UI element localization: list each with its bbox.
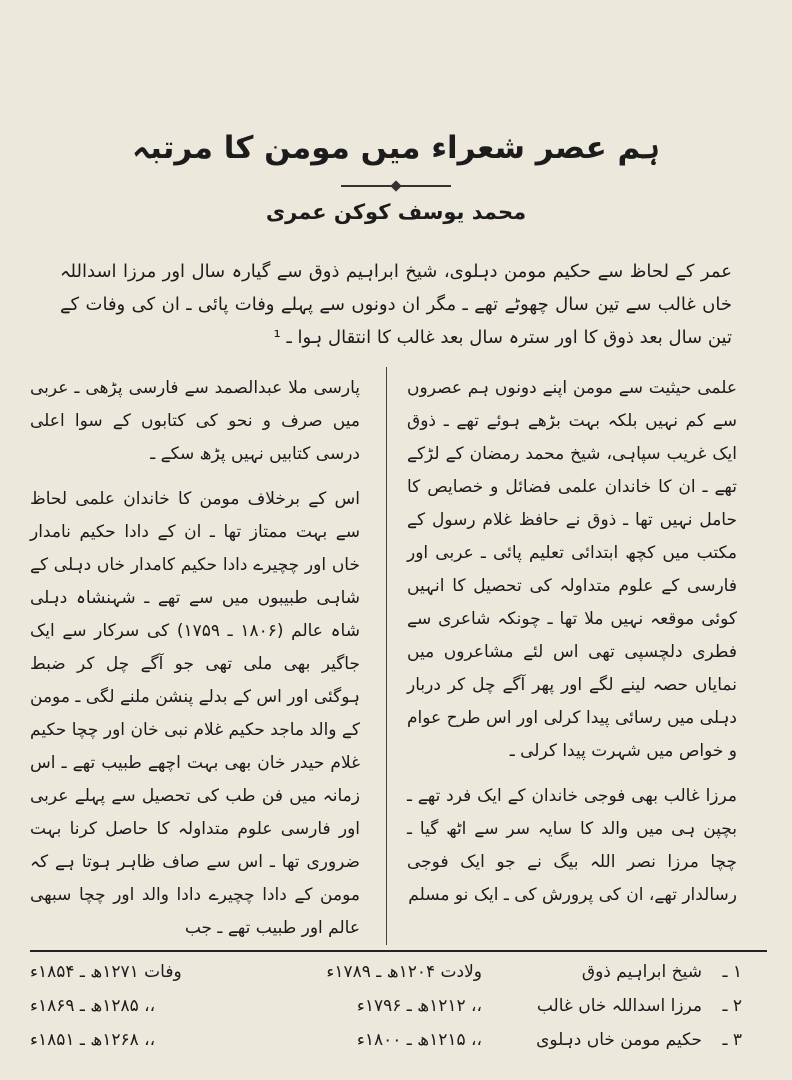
- right-column-paragraph-2: مرزا غالب بھی فوجی خاندان کے ایک فرد تھے ـ بچپن ہی میں والد کا سایہ سر سے اٹھ گیا ـ چچا مرزا نصر اللہ بیگ نے جو ایک فوجی رسالدار تھے، ان کی پرورش کی ـ ایک نو مسلم: [407, 786, 737, 905]
- footnote-number: ۲ ـ: [722, 996, 742, 1016]
- footnote-birth: ،، ۱۲۱۵ھ ـ ۱۸۰۰ء: [356, 1030, 482, 1050]
- column-divider: [386, 367, 387, 945]
- footnote-number: ۳ ـ: [722, 1030, 742, 1050]
- footnote-poet-name: شیخ ابراہیم ذوق: [581, 962, 702, 982]
- footnote-number: ۱ ـ: [722, 962, 742, 982]
- footnote-birth: ،، ۱۲۱۲ھ ـ ۱۷۹۶ء: [356, 996, 482, 1016]
- footnote-death: وفات ۱۲۷۱ھ ـ ۱۸۵۴ء: [30, 962, 182, 982]
- footnote-death: ،، ۱۲۸۵ھ ـ ۱۸۶۹ء: [30, 996, 156, 1016]
- intro-paragraph: [60, 255, 732, 354]
- footnotes: [30, 955, 742, 1057]
- footnote-separator: [30, 950, 767, 952]
- right-column: [407, 372, 737, 924]
- footnote-birth: ولادت ۱۲۰۴ھ ـ ۱۷۸۹ء: [326, 962, 482, 982]
- title-ornament-divider: [341, 185, 451, 187]
- right-column-paragraph-1: علمی حیثیت سے مومن اپنے دونوں ہم عصروں سے کم نہیں بلکہ بہت بڑھے ہوئے تھے ـ ذوق ایک غریب سپاہی، شیخ محمد رمضان کے لڑکے تھے ـ ان کا خاندان علمی فضائل و خصایص کا حامل نہیں تھا ـ ذوق نے حافظ غلام رسول کے مکتب میں کچھ ابتدائی تعلیم پائی ـ عربی اور فارسی کے علوم متداولہ کی تحصیل کا انہیں کوئی موقعہ نہیں ملا تھا ـ چونکہ شاعری سے فطری دلچسپی تھی اس لئے مشاعروں میں نمایاں حصہ لینے لگے اور پھر آگے چل کر دربار دہلی میں رسائی پیدا کرلی اور اس طرح عوام و خواص میں شہرت پیدا کرلی ـ: [407, 378, 737, 761]
- footnote-poet-name: حکیم مومن خاں دہلوی: [536, 1030, 702, 1050]
- footnote-death: ،، ۱۲۶۸ھ ـ ۱۸۵۱ء: [30, 1030, 156, 1050]
- footnote-row: [30, 955, 742, 989]
- footnote-row: [30, 989, 742, 1023]
- left-column-paragraph-1: پارسی ملا عبدالصمد سے فارسی پڑھی ـ عربی میں صرف و نحو کی کتابوں کے سوا اعلی درسی کتابیں نہیں پڑھ سکے ـ: [30, 378, 360, 464]
- intro-text: عمر کے لحاظ سے حکیم مومن دہلوی، شیخ ابراہیم ذوق سے گیارہ سال اور مرزا اسداللہ خاں غالب سے تین سال چھوٹے تھے ـ مگر ان دونوں سے پہلے وفات پائی ـ ان کی وفات کے تین سال بعد ذوق کا اور سترہ سال بعد غالب کا انتقال ہوا ـ ¹: [60, 261, 732, 348]
- footnote-poet-name: مرزا اسداللہ خاں غالب: [536, 996, 702, 1016]
- left-column: [30, 372, 360, 957]
- author-name: محمد یوسف کوکن عمری: [265, 200, 527, 224]
- left-column-paragraph-2: اس کے برخلاف مومن کا خاندان علمی لحاظ سے بہت ممتاز تھا ـ ان کے دادا حکیم نامدار خاں اور چچیرے دادا حکیم کامدار خاں دہلی کے شاہی طبیبوں میں سے تھے ـ شہنشاہ دہلی شاہ عالم (۱۸۰۶ ـ ۱۷۵۹) کی سرکار سے ایک جاگیر بھی ملی تھی جو آگے چل کر ضبط ہوگئی اور اس کے بدلے پنشن ملنے لگی ـ مومن کے والد ماجد حکیم غلام نبی خان اور چچا حکیم غلام حیدر خان بھی بہت اچھے طبیب تھے ـ اس زمانہ میں فن طب کی تحصیل سے پہلے عربی اور فارسی علوم متداولہ کا حاصل کرنا بہت ضروری تھا ـ اس سے صاف ظاہر ہوتا ہے کہ مومن کے دادا چچیرے دادا والد اور چچا سبھی عالم اور طبیب تھے ـ جب: [30, 489, 360, 938]
- footnote-row: [30, 1023, 742, 1057]
- article-title: ہم عصر شعراء میں مومن کا مرتبہ: [131, 130, 661, 166]
